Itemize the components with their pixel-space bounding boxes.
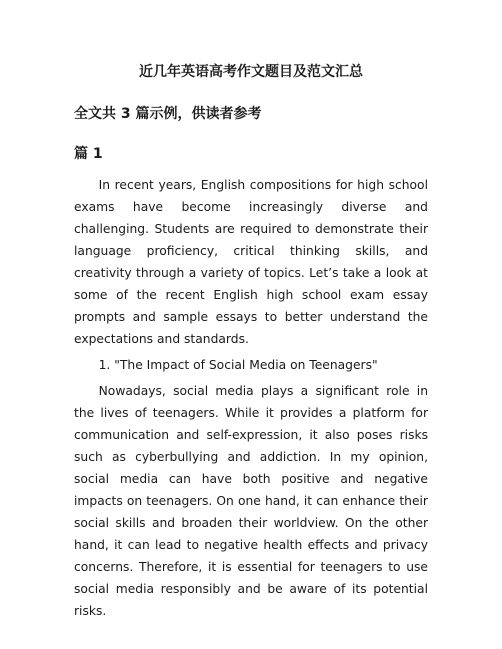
essay-prompt-title: 1. "The Impact of Social Media on Teenagers"	[98, 358, 378, 372]
document-title: 近几年英语高考作文题目及范文汇总	[139, 64, 363, 80]
section-heading: 篇 1	[74, 146, 103, 162]
essay-prompt-body: Nowadays, social media plays a significant role in the lives of teenagers. While it provides a platform for communication and self-expression, it also poses risks such as cyberbullying and addiction. In my opinion, social media can have both positive and negative impacts on teenagers. On one hand, it can enhance their social skills and broaden their worldview. On the other hand, it can lead to negative health effects and privacy concerns. Therefore, it is essential for teenagers to use social media responsibly and be aware of its potential risks.	[74, 384, 428, 618]
document-subtitle: 全文共 3 篇示例，供读者参考	[74, 106, 262, 122]
intro-paragraph: In recent years, English compositions for high school exams have become increasingly diverse and challenging. Students are required to demonstrate their language proficiency, critical thinking skills, and creativity through a variety of topics. Let’s take a look at some of the recent English high school exam essay prompts and sample essays to better understand the expectations and standards.	[74, 178, 428, 346]
